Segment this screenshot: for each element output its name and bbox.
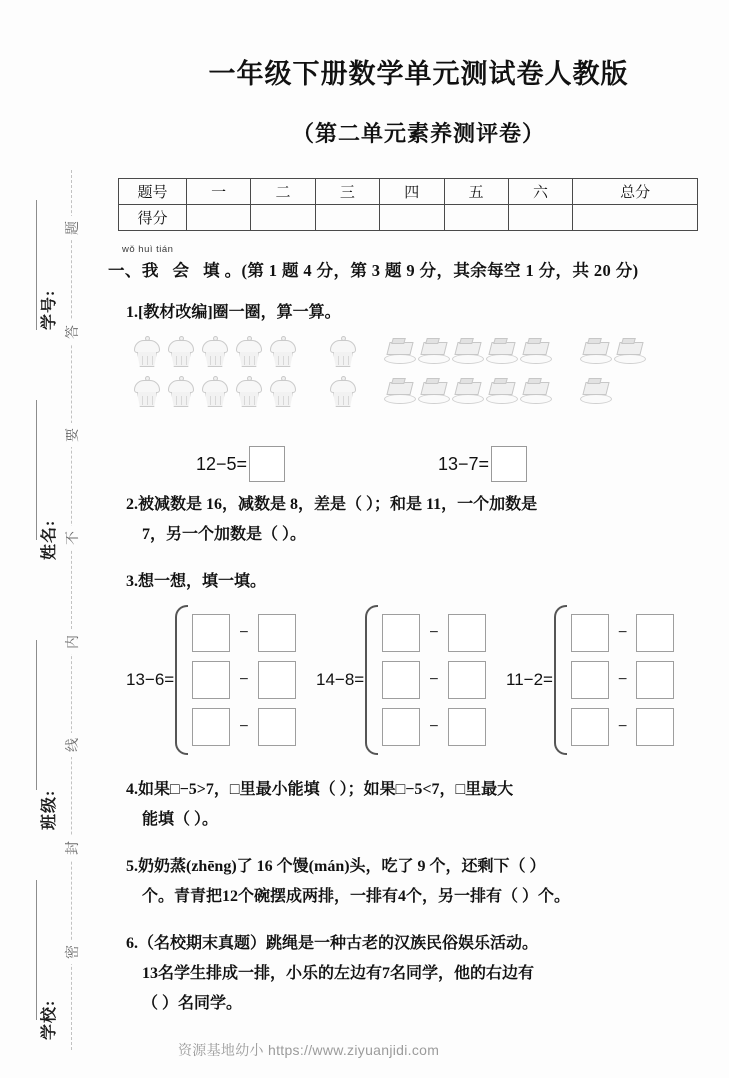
brace-cell bbox=[571, 614, 674, 652]
answer-box[interactable] bbox=[491, 446, 527, 482]
question-4 bbox=[108, 775, 729, 835]
cupcake-icon bbox=[326, 334, 360, 372]
cake-slice-icon bbox=[485, 374, 519, 412]
question-1-number: 1. bbox=[126, 304, 138, 321]
cake-row-2 bbox=[383, 374, 647, 414]
cake-slice-icon bbox=[451, 334, 485, 372]
score-table-col-total: 总分 bbox=[573, 179, 698, 205]
fill-box[interactable] bbox=[258, 661, 296, 699]
paper-title: 一年级下册数学单元测试卷人教版 bbox=[208, 59, 629, 89]
score-table-col-1: 一 bbox=[187, 179, 251, 205]
score-cell-2[interactable] bbox=[251, 205, 315, 231]
section-scoring: 。(第 1 题 4 分，第 3 题 9 分，其余每空 1 分，共 20 分) bbox=[224, 261, 639, 280]
question-1-equations bbox=[108, 434, 729, 478]
brace-cell bbox=[571, 708, 674, 746]
question-4-line-1: 如果□−5>7，□里最小能填（ ）；如果□−5<7，□里最大 bbox=[138, 781, 514, 798]
brace-group-2 bbox=[316, 605, 486, 755]
brace-cell bbox=[571, 661, 674, 699]
sealing-dashed-line bbox=[71, 170, 72, 1050]
score-cell-total[interactable] bbox=[573, 205, 698, 231]
question-2 bbox=[108, 490, 729, 550]
fill-box[interactable] bbox=[448, 614, 486, 652]
cupcake-row-2 bbox=[130, 374, 360, 414]
question-3-brace-groups bbox=[108, 605, 729, 765]
margin-rule-third bbox=[36, 640, 37, 790]
fill-box[interactable] bbox=[636, 708, 674, 746]
fill-box[interactable] bbox=[258, 614, 296, 652]
seal-char: 密 bbox=[62, 940, 82, 964]
cake-slice-icon bbox=[417, 334, 451, 372]
fill-box[interactable] bbox=[448, 708, 486, 746]
score-cell-4[interactable] bbox=[380, 205, 444, 231]
cupcake-icon bbox=[266, 374, 300, 412]
question-2-line-2: 7，另一个加数是（ ）。 bbox=[142, 526, 307, 543]
cake-slice-icon bbox=[485, 334, 519, 372]
cake-slice-icon bbox=[383, 334, 417, 372]
question-4-number: 4. bbox=[126, 781, 138, 798]
brace-cell bbox=[382, 661, 485, 699]
brace-cell bbox=[192, 661, 295, 699]
cupcake-icon bbox=[266, 334, 300, 372]
fill-box[interactable] bbox=[382, 614, 420, 652]
minus-sign: − bbox=[239, 718, 249, 735]
margin-label-student-id: 学号: bbox=[41, 289, 58, 330]
fill-box[interactable] bbox=[571, 614, 609, 652]
minus-sign: − bbox=[617, 718, 628, 735]
fill-box[interactable] bbox=[448, 661, 486, 699]
cake-slice-icon bbox=[579, 374, 613, 412]
question-1-illustration bbox=[108, 334, 729, 434]
cupcake-icon bbox=[232, 334, 266, 372]
seal-char: 不 bbox=[62, 526, 82, 550]
margin-label-class: 班级: bbox=[41, 789, 58, 830]
score-cell-5[interactable] bbox=[444, 205, 508, 231]
margin-rule-fourth bbox=[36, 880, 37, 1020]
brace-group-3-cells bbox=[571, 614, 674, 746]
cake-slice-icon bbox=[579, 334, 613, 372]
brace-icon bbox=[175, 605, 188, 755]
question-3-number: 3. bbox=[126, 573, 138, 590]
margin-rule-top bbox=[36, 200, 37, 330]
fill-box[interactable] bbox=[571, 661, 609, 699]
minus-sign: − bbox=[429, 624, 439, 641]
question-6-line-1: （名校期末真题）跳绳是一种古老的汉族民俗娱乐活动。 bbox=[138, 935, 539, 952]
table-row-header bbox=[119, 179, 698, 205]
minus-sign: − bbox=[617, 671, 628, 688]
score-table-col-3: 三 bbox=[315, 179, 379, 205]
fill-box[interactable] bbox=[571, 708, 609, 746]
question-5-line-2: 个。青青把12个碗摆成两排，一排有4个，另一排有（ ）个。 bbox=[142, 888, 571, 905]
seal-char: 要 bbox=[62, 423, 82, 447]
question-6-line-3: （ ）名同学。 bbox=[142, 995, 243, 1012]
fill-box[interactable] bbox=[382, 661, 420, 699]
score-table-row-label: 得分 bbox=[119, 205, 187, 231]
brace-icon bbox=[365, 605, 378, 755]
margin-label-school: 学校: bbox=[41, 999, 58, 1040]
equation-left-text: 12−5= bbox=[196, 454, 248, 474]
score-cell-1[interactable] bbox=[187, 205, 251, 231]
equation-right bbox=[438, 446, 527, 482]
cupcake-icon bbox=[130, 334, 164, 372]
question-3-text: 想一想，填一填。 bbox=[138, 573, 267, 590]
cupcake-icon bbox=[326, 374, 360, 412]
seal-char: 封 bbox=[62, 836, 82, 860]
minus-sign: − bbox=[617, 624, 628, 641]
fill-box[interactable] bbox=[192, 708, 230, 746]
cake-row-1 bbox=[383, 334, 647, 374]
cupcake-icon bbox=[198, 334, 232, 372]
score-cell-3[interactable] bbox=[315, 205, 379, 231]
equation-right-text: 13−7= bbox=[438, 454, 490, 474]
fill-box[interactable] bbox=[192, 661, 230, 699]
fill-box[interactable] bbox=[192, 614, 230, 652]
section-index: 一、 bbox=[108, 261, 142, 280]
score-table-row-label: 题号 bbox=[119, 179, 187, 205]
brace-group-3 bbox=[506, 605, 674, 755]
brace-group-1-cells bbox=[192, 614, 295, 746]
question-5-number: 5. bbox=[126, 858, 138, 875]
question-6 bbox=[108, 929, 729, 1019]
question-5-line-1: 奶奶蒸(zhēng)了 16 个馒(mán)头，吃了 9 个，还剩下（ ） bbox=[138, 858, 546, 875]
brace-cell bbox=[382, 614, 485, 652]
question-1-text: [教材改编]圈一圈，算一算。 bbox=[138, 304, 341, 321]
question-5 bbox=[108, 852, 729, 912]
cupcake-icon bbox=[198, 374, 232, 412]
question-6-line-2: 13名学生排成一排，小乐的左边有7名同学，他的右边有 bbox=[142, 965, 535, 982]
paper-content bbox=[108, 0, 729, 1078]
watermark: 资源基地幼小 https://www.ziyuanjidi.com bbox=[178, 1042, 440, 1058]
sealing-margin bbox=[0, 0, 108, 1078]
minus-sign: − bbox=[239, 671, 249, 688]
equation-left bbox=[196, 446, 285, 482]
cake-slice-icon bbox=[519, 374, 553, 412]
cupcake-icon bbox=[164, 374, 198, 412]
fill-box[interactable] bbox=[636, 661, 674, 699]
fill-box[interactable] bbox=[382, 708, 420, 746]
cake-slice-group bbox=[383, 334, 647, 414]
score-cell-6[interactable] bbox=[508, 205, 572, 231]
brace-cell bbox=[192, 708, 295, 746]
table-row-scores bbox=[119, 205, 698, 231]
cupcake-icon bbox=[164, 334, 198, 372]
brace-icon bbox=[554, 605, 567, 755]
cake-slice-icon bbox=[417, 374, 451, 412]
brace-group-3-label: 11−2= bbox=[506, 670, 553, 689]
minus-sign: − bbox=[239, 624, 249, 641]
section-pinyin: wǒ huì tián bbox=[122, 244, 174, 255]
cake-slice-icon bbox=[613, 334, 647, 372]
margin-label-name: 姓名: bbox=[41, 519, 58, 560]
cupcake-group bbox=[130, 334, 360, 414]
score-table-col-6: 六 bbox=[508, 179, 572, 205]
question-2-line-1: 被减数是 16，减数是 8，差是（ ）；和是 11，一个加数是 bbox=[138, 496, 538, 513]
brace-group-1-label: 13−6= bbox=[126, 670, 175, 689]
cupcake-icon bbox=[130, 374, 164, 412]
seal-char: 题 bbox=[62, 216, 82, 240]
question-6-number: 6. bbox=[126, 935, 138, 952]
question-3 bbox=[108, 567, 729, 597]
question-1 bbox=[108, 298, 729, 328]
fill-box[interactable] bbox=[258, 708, 296, 746]
brace-group-2-cells bbox=[382, 614, 485, 746]
cake-slice-icon bbox=[383, 374, 417, 412]
cupcake-row-1 bbox=[130, 334, 360, 374]
seal-char: 内 bbox=[62, 630, 82, 654]
question-4-line-2: 能填（ ）。 bbox=[142, 811, 219, 828]
brace-group-2-label: 14−8= bbox=[316, 670, 365, 689]
cake-slice-icon bbox=[451, 374, 485, 412]
question-2-number: 2. bbox=[126, 496, 138, 513]
score-table-col-2: 二 bbox=[251, 179, 315, 205]
score-table-col-5: 五 bbox=[444, 179, 508, 205]
cupcake-icon bbox=[232, 374, 266, 412]
margin-rule-second bbox=[36, 400, 37, 540]
seal-char: 线 bbox=[62, 733, 82, 757]
score-table bbox=[118, 178, 698, 231]
section-heading bbox=[108, 244, 729, 281]
cake-slice-icon bbox=[519, 334, 553, 372]
score-table-col-4: 四 bbox=[380, 179, 444, 205]
fill-box[interactable] bbox=[636, 614, 674, 652]
brace-cell bbox=[382, 708, 485, 746]
seal-char: 答 bbox=[62, 320, 82, 344]
answer-box[interactable] bbox=[249, 446, 285, 482]
brace-cell bbox=[192, 614, 295, 652]
section-name: 我 会 填 bbox=[141, 261, 225, 280]
brace-group-1 bbox=[126, 605, 296, 755]
minus-sign: − bbox=[429, 718, 439, 735]
minus-sign: − bbox=[429, 671, 439, 688]
paper-subtitle: （第二单元素养测评卷） bbox=[291, 121, 545, 146]
